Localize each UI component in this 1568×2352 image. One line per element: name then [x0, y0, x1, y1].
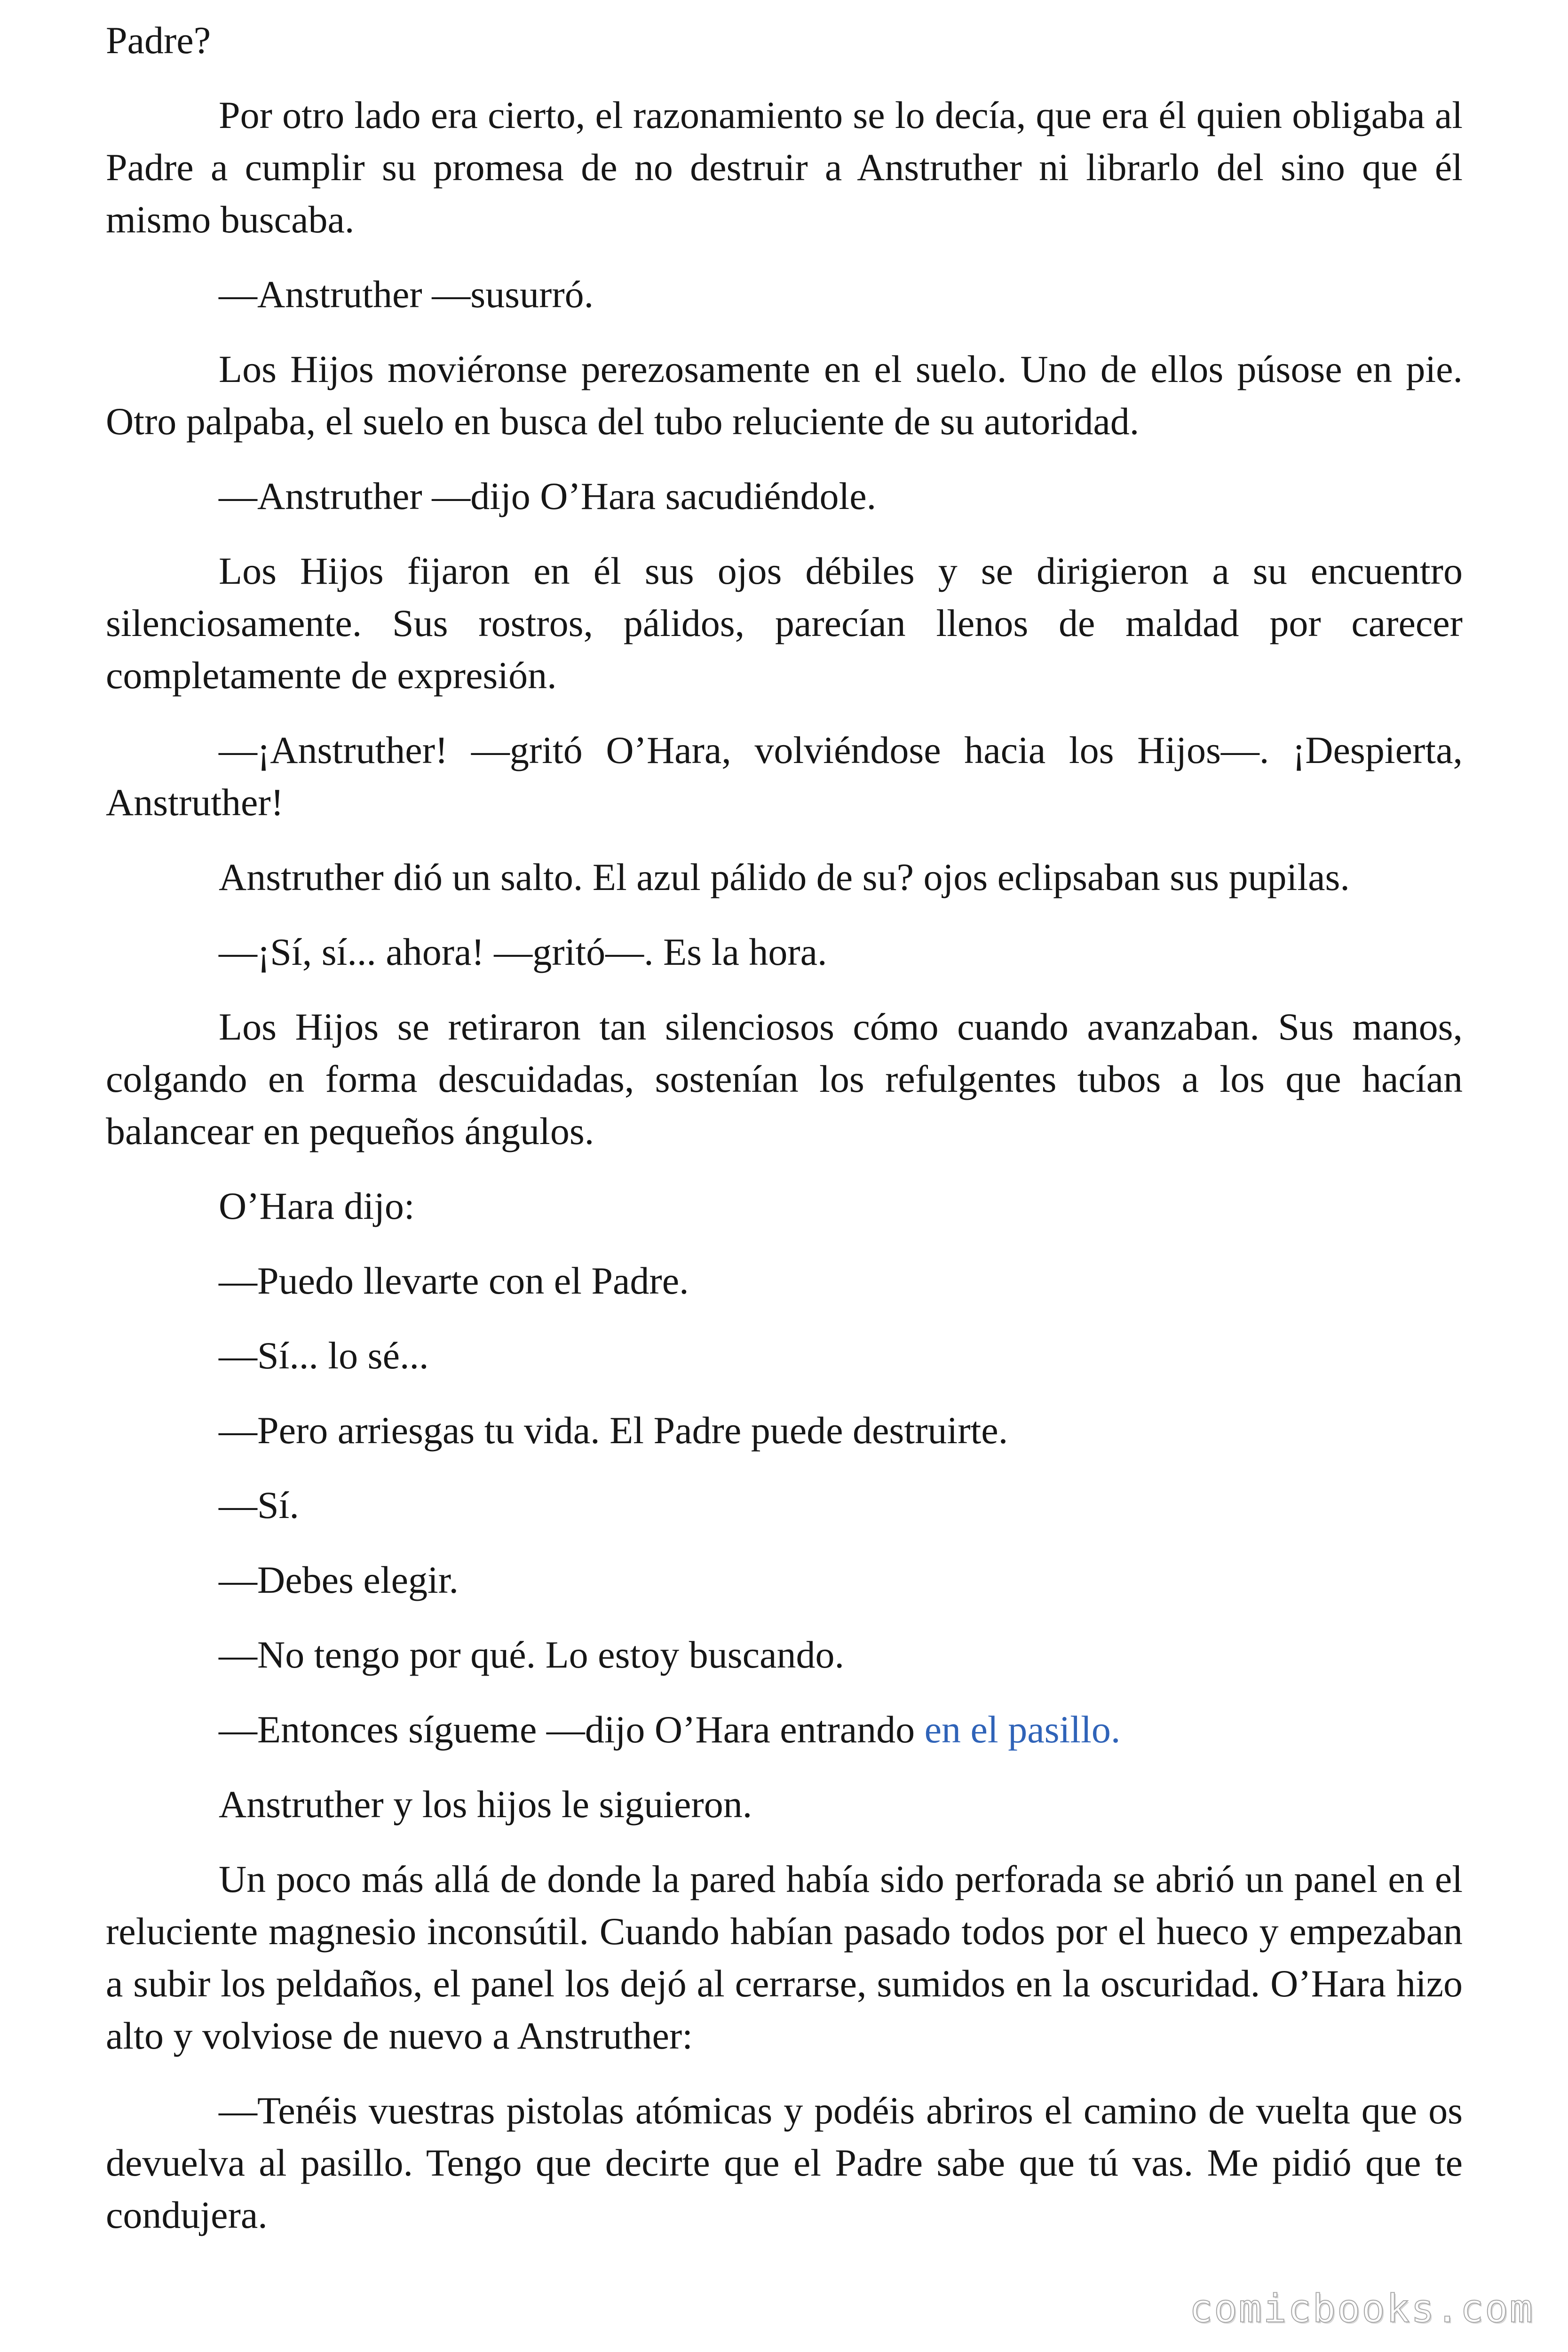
paragraph: —¡Sí, sí... ahora! —gritó—. Es la hora. — [219, 930, 827, 973]
paragraph: Los Hijos se retiraron tan silenciosos cómo cuando avanzaban. Sus manos, colgando en forma descuidadas, sostenían los refulgentes tubos a los que hacían balancear en pequeños ángulos. — [106, 1005, 1463, 1152]
paragraph: —Debes elegir. — [219, 1558, 459, 1601]
paragraph-text: —Entonces sígueme —dijo O’Hara entrando — [219, 1708, 925, 1751]
paragraph-with-link — [106, 1703, 1463, 1756]
paragraph: —Tenéis vuestras pistolas atómicas y podéis abriros el camino de vuelta que os devuelva al pasillo. Tengo que decirte que el Padre sabe que tú vas. Me pidió que te condujera. — [106, 2089, 1463, 2236]
inline-link[interactable]: en el pasillo. — [924, 1708, 1121, 1751]
paragraph: —Sí. — [219, 1484, 299, 1526]
paragraph: Por otro lado era cierto, el razonamiento se lo decía, que era él quien obligaba al Padre a cumplir su promesa de no destruir a Anstruther ni librarlo del sino que él mismo buscaba. — [106, 94, 1463, 241]
paragraph: —No tengo por qué. Lo estoy buscando. — [219, 1633, 844, 1676]
document-page — [106, 14, 1463, 2241]
paragraph: Padre? — [106, 19, 211, 62]
paragraph: Los Hijos fijaron en él sus ojos débiles y se dirigieron a su encuentro silenciosamente. Sus rostros, pálidos, parecían llenos de maldad por carecer completamente de expresión. — [106, 549, 1463, 697]
paragraph: —Sí... lo sé... — [219, 1334, 429, 1377]
watermark: comicbooks.com — [1189, 2287, 1534, 2331]
paragraph: Anstruther dió un salto. El azul pálido de su? ojos eclipsaban sus pupilas. — [219, 856, 1350, 898]
paragraph: Un poco más allá de donde la pared había sido perforada se abrió un panel en el reluciente magnesio inconsútil. Cuando habían pasado todos por el hueco y empezaban a subir los peldaños, el panel los dejó al cerrarse, sumidos en la oscuridad. O’Hara hizo alto y volviose de nuevo a Anstruther: — [106, 1858, 1463, 2057]
paragraph: —Anstruther —susurró. — [219, 273, 594, 316]
paragraph: O’Hara dijo: — [219, 1184, 415, 1227]
paragraph: —Puedo llevarte con el Padre. — [219, 1259, 689, 1302]
paragraph: Los Hijos moviéronse perezosamente en el suelo. Uno de ellos púsose en pie. Otro palpaba, el suelo en busca del tubo reluciente de su autoridad. — [106, 348, 1463, 443]
paragraph: —Anstruther —dijo O’Hara sacudiéndole. — [219, 475, 877, 517]
paragraph: Anstruther y los hijos le siguieron. — [219, 1783, 752, 1826]
paragraph: —Pero arriesgas tu vida. El Padre puede destruirte. — [219, 1409, 1008, 1452]
paragraph: —¡Anstruther! —gritó O’Hara, volviéndose hacia los Hijos—. ¡Despierta, Anstruther! — [106, 729, 1463, 824]
